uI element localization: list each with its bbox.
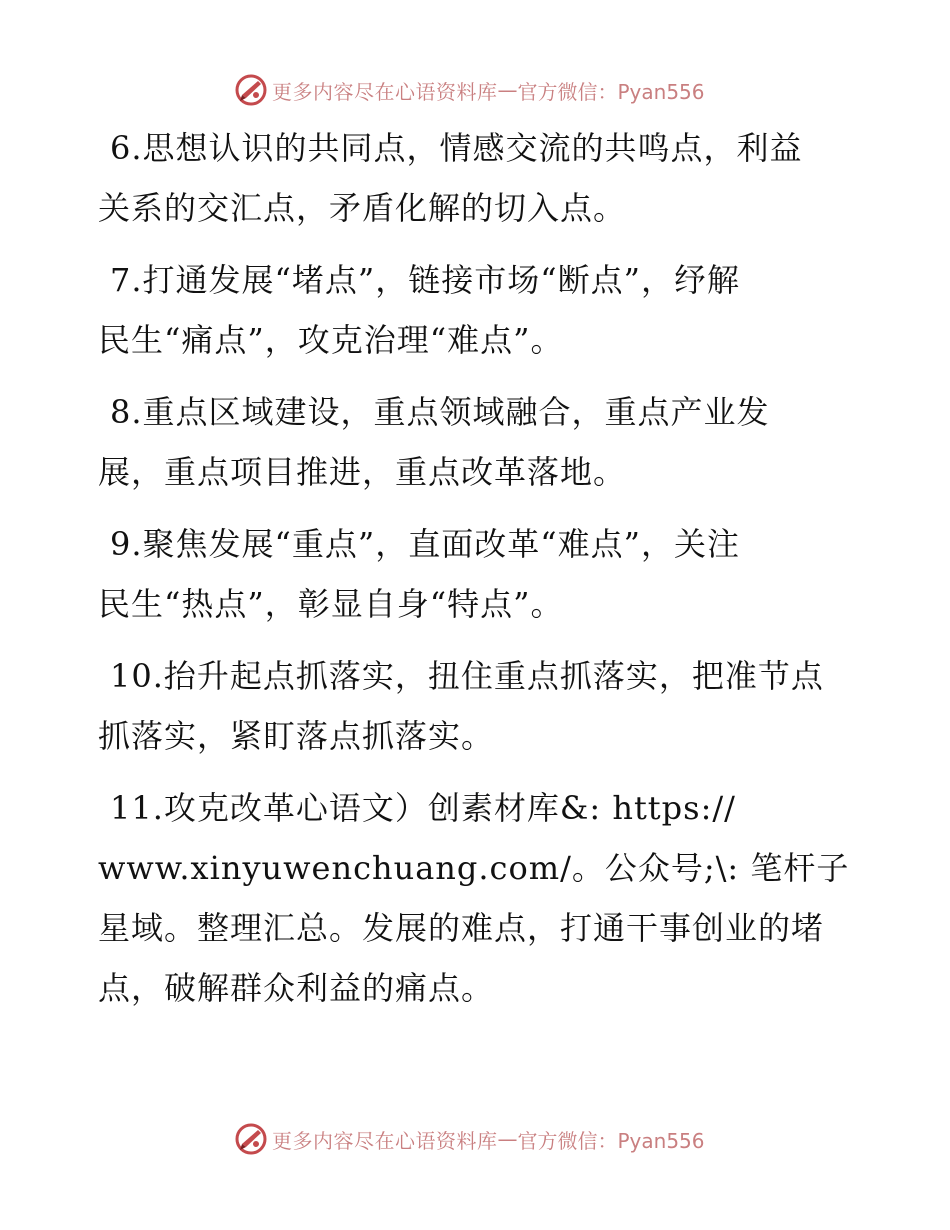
paragraph-7 bbox=[98, 250, 858, 370]
paragraph-first-line: 10.抬升起点抓落实，扭住重点抓落实，把准节点 bbox=[110, 657, 824, 695]
footer-banner bbox=[234, 1121, 705, 1157]
paragraph-first-line: 6.思想认识的共同点，情感交流的共鸣点，利益 bbox=[110, 129, 803, 167]
paragraph-first-line: 7.打通发展“堵点”，链接市场“断点”，纾解 bbox=[110, 261, 740, 299]
document-body bbox=[98, 118, 858, 1030]
paragraph-10 bbox=[98, 646, 858, 766]
header-banner bbox=[234, 72, 705, 108]
pen-logo-icon bbox=[234, 73, 268, 107]
pen-logo-icon bbox=[234, 1122, 268, 1156]
paragraph-continuation: 民生“痛点”，攻克治理“难点”。 bbox=[98, 321, 564, 359]
paragraph-9 bbox=[98, 514, 858, 634]
footer-separator: — bbox=[497, 1127, 518, 1151]
paragraph-continuation: 抓落实，紧盯落点抓落实。 bbox=[98, 717, 495, 755]
paragraph-continuation: 民生“热点”，彰显自身“特点”。 bbox=[98, 585, 564, 623]
header-separator: — bbox=[497, 78, 518, 102]
header-brand-text: 更多内容尽在心语资料库 bbox=[272, 79, 498, 104]
paragraph-6 bbox=[98, 118, 858, 238]
footer-brand-text: 更多内容尽在心语资料库 bbox=[272, 1128, 498, 1153]
paragraph-continuation: 关系的交汇点，矛盾化解的切入点。 bbox=[98, 189, 627, 227]
paragraph-11 bbox=[98, 778, 858, 1018]
paragraph-first-line: 11.攻克改革心语文）创素材库&: https:// bbox=[110, 789, 736, 827]
paragraph-first-line: 8.重点区域建设，重点领域融合，重点产业发 bbox=[110, 393, 770, 431]
header-wechat-text: 官方微信：Pyan556 bbox=[517, 79, 705, 104]
footer-wechat-text: 官方微信：Pyan556 bbox=[517, 1128, 705, 1153]
paragraph-continuation: 展，重点项目推进，重点改革落地。 bbox=[98, 453, 627, 491]
paragraph-first-line: 9.聚焦发展“重点”，直面改革“难点”，关注 bbox=[110, 525, 740, 563]
paragraph-continuation: www.xinyuwenchuang.com/。公众号;\: 笔杆子星域。整理汇总。发展的难点，打通干事创业的堵点，破解群众利益的痛点。 bbox=[98, 849, 850, 1007]
paragraph-8 bbox=[98, 382, 858, 502]
